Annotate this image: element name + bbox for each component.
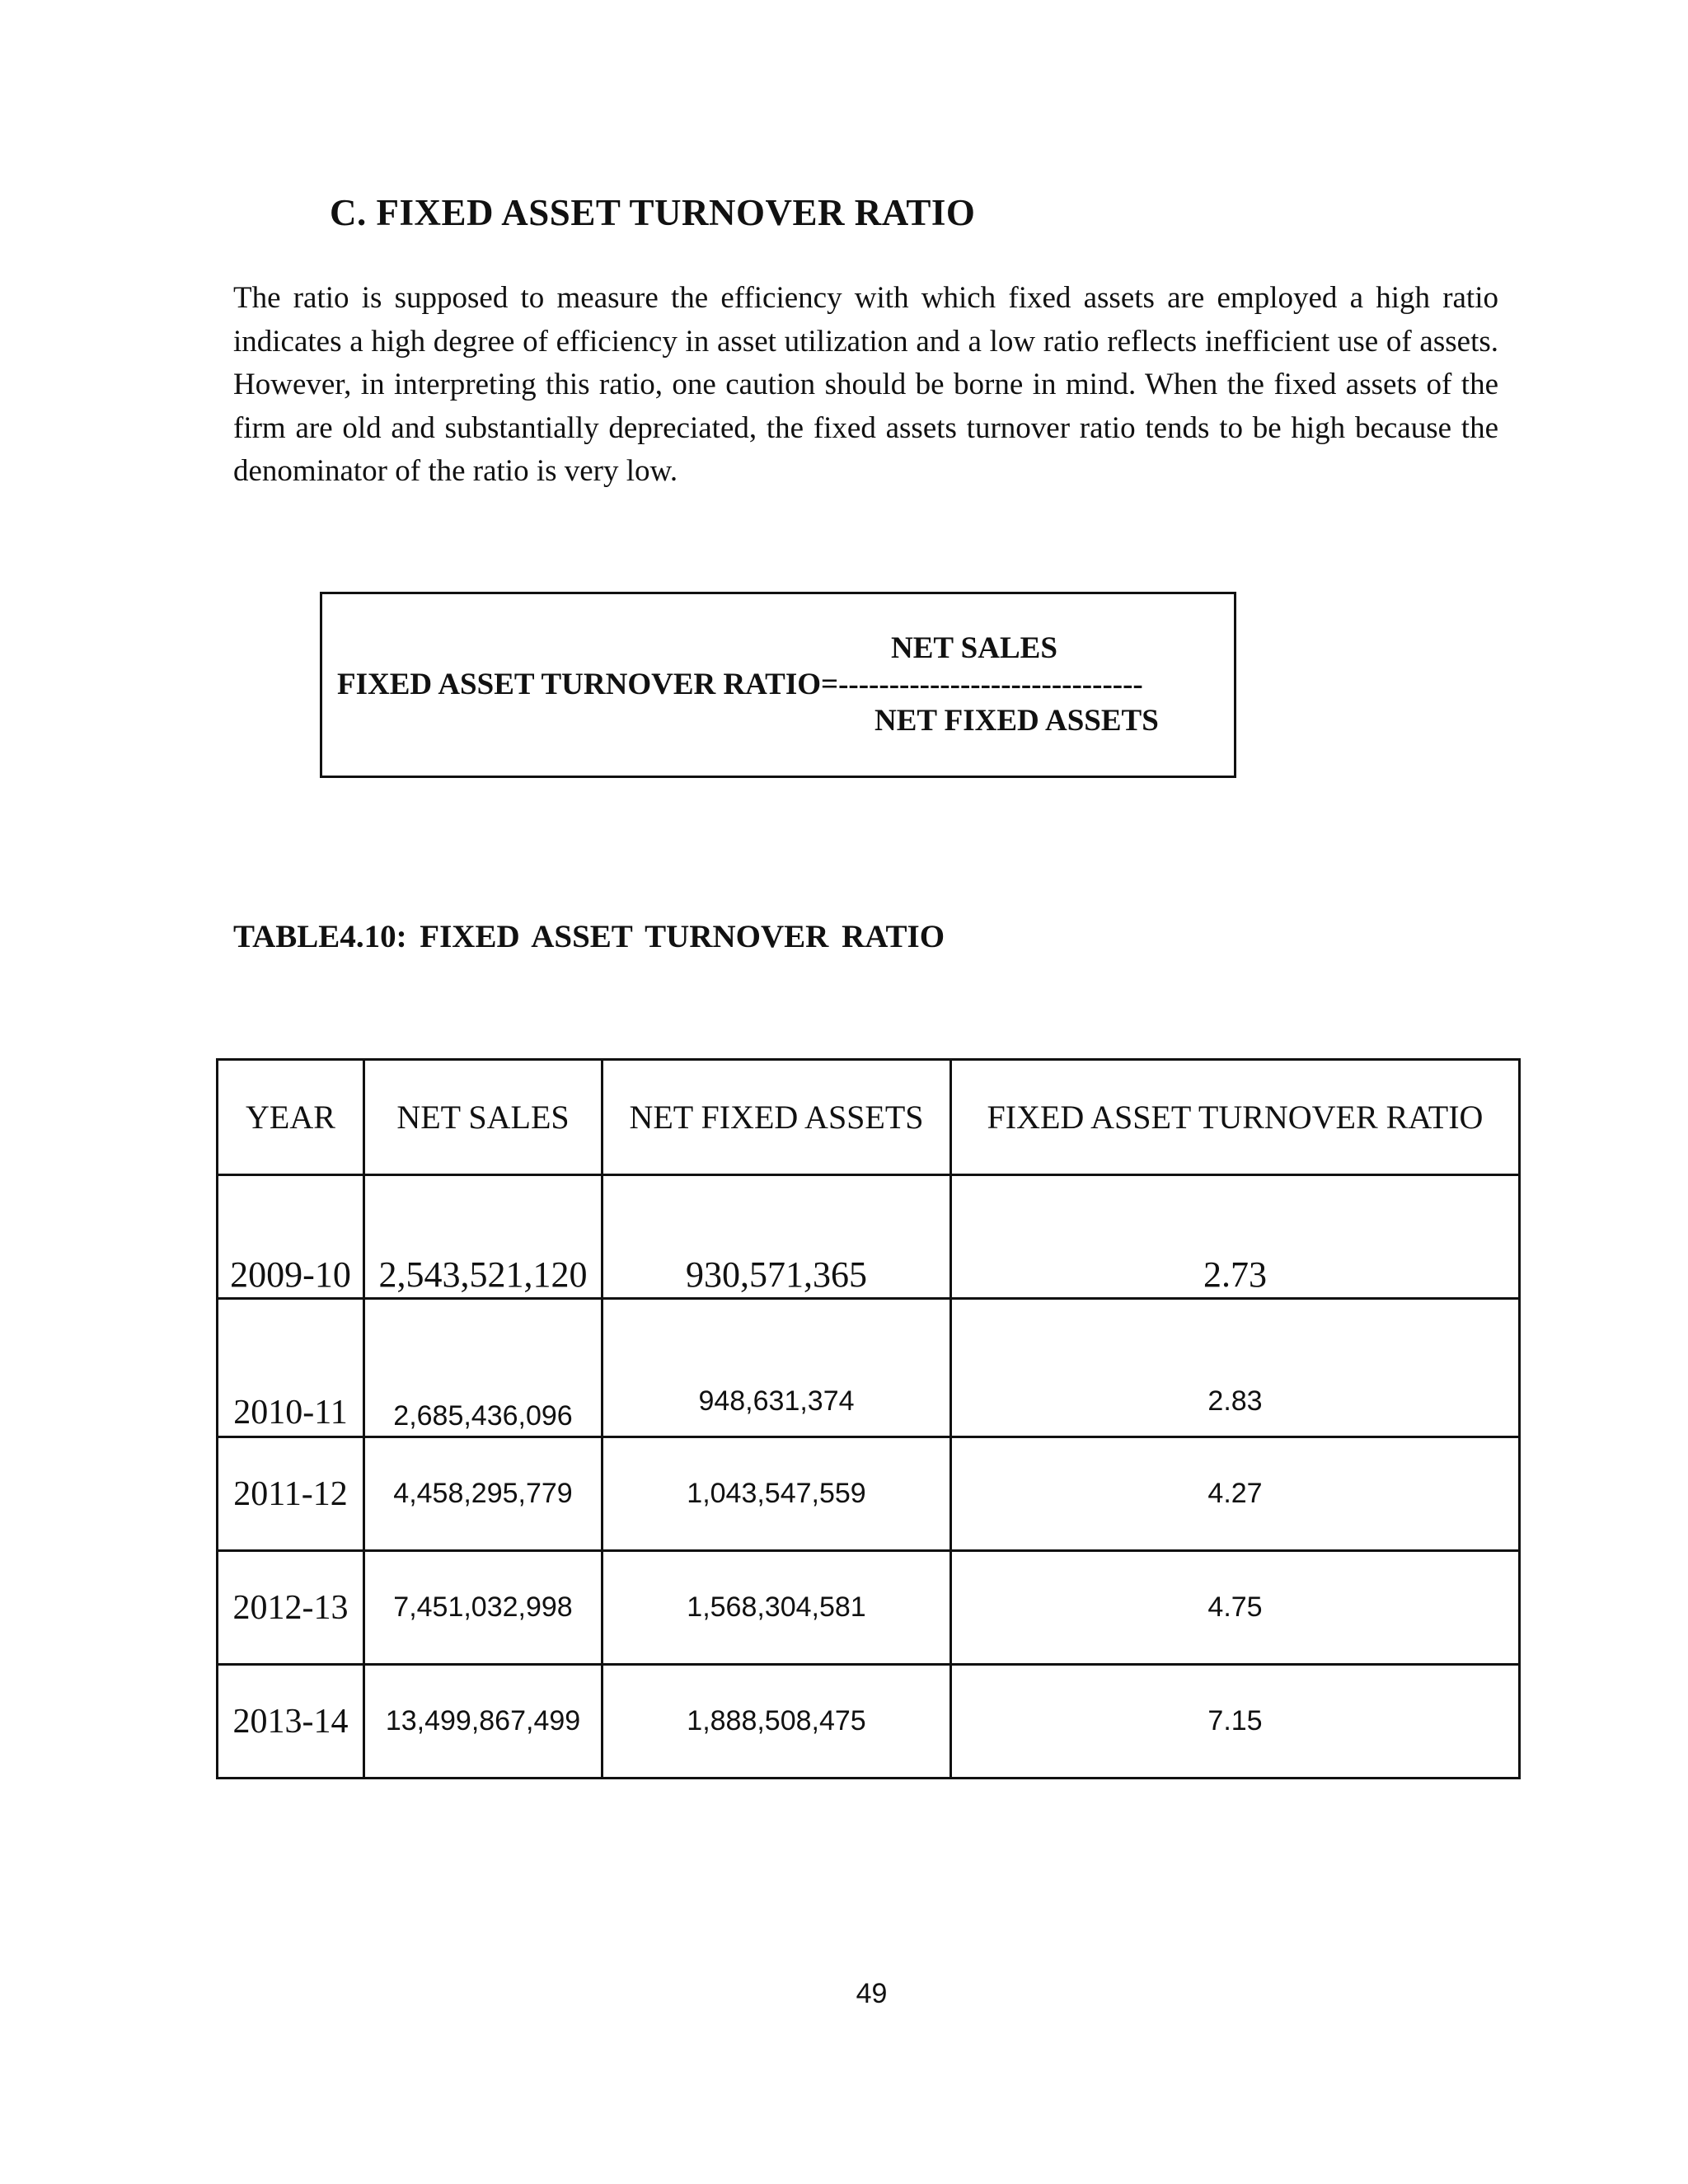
formula-denominator: NET FIXED ASSETS	[874, 704, 1159, 738]
ratio-table	[216, 1058, 1521, 1779]
cell-net-sales: 2,685,436,096	[364, 1299, 603, 1437]
formula-lhs: FIXED ASSET TURNOVER RATIO=------------------------------	[337, 668, 1143, 701]
header-cell-year: YEAR	[218, 1060, 364, 1175]
cell-net-sales: 2,543,521,120	[364, 1175, 603, 1299]
cell-ratio: 2.73	[951, 1175, 1520, 1299]
table-row	[218, 1437, 1520, 1551]
table-row	[218, 1299, 1520, 1437]
section-heading: C. FIXED ASSET TURNOVER RATIO	[330, 192, 976, 233]
page-number: 49	[856, 1978, 888, 2009]
cell-ratio: 2.83	[951, 1299, 1520, 1437]
body-paragraph: The ratio is supposed to measure the efficiency with which fixed assets are employed a high ratio indicates a high degree of efficiency in asset utilization and a low ratio reflects inefficient use of assets. However, in interpreting this ratio, one caution should be borne in mind. When the fixed assets of the firm are old and substantially depreciated, the fixed assets turnover ratio tends to be high because the denominator of the ratio is very low.	[233, 281, 1498, 488]
cell-net-sales: 7,451,032,998	[364, 1551, 603, 1665]
cell-net-fixed-assets: 930,571,365	[603, 1175, 951, 1299]
cell-year: 2011-12	[218, 1437, 364, 1551]
cell-year: 2010-11	[218, 1299, 364, 1437]
cell-ratio: 7.15	[951, 1665, 1520, 1779]
formula-box	[320, 592, 1236, 778]
cell-net-fixed-assets: 948,631,374	[603, 1299, 951, 1437]
cell-net-sales: 4,458,295,779	[364, 1437, 603, 1551]
table-row	[218, 1665, 1520, 1779]
cell-net-fixed-assets: 1,888,508,475	[603, 1665, 951, 1779]
cell-ratio: 4.75	[951, 1551, 1520, 1665]
header-cell-ratio: FIXED ASSET TURNOVER RATIO	[951, 1060, 1520, 1175]
table-row	[218, 1175, 1520, 1299]
table-caption: TABLE4.10: FIXED ASSET TURNOVER RATIO	[233, 919, 945, 954]
formula-numerator: NET SALES	[891, 631, 1057, 665]
table-header-row	[218, 1060, 1520, 1175]
cell-year: 2013-14	[218, 1665, 364, 1779]
table-row	[218, 1551, 1520, 1665]
cell-net-fixed-assets: 1,043,547,559	[603, 1437, 951, 1551]
cell-net-fixed-assets: 1,568,304,581	[603, 1551, 951, 1665]
cell-year: 2009-10	[218, 1175, 364, 1299]
header-cell-net-sales: NET SALES	[364, 1060, 603, 1175]
header-cell-net-fixed-assets: NET FIXED ASSETS	[603, 1060, 951, 1175]
cell-ratio: 4.27	[951, 1437, 1520, 1551]
cell-net-sales: 13,499,867,499	[364, 1665, 603, 1779]
cell-year: 2012-13	[218, 1551, 364, 1665]
